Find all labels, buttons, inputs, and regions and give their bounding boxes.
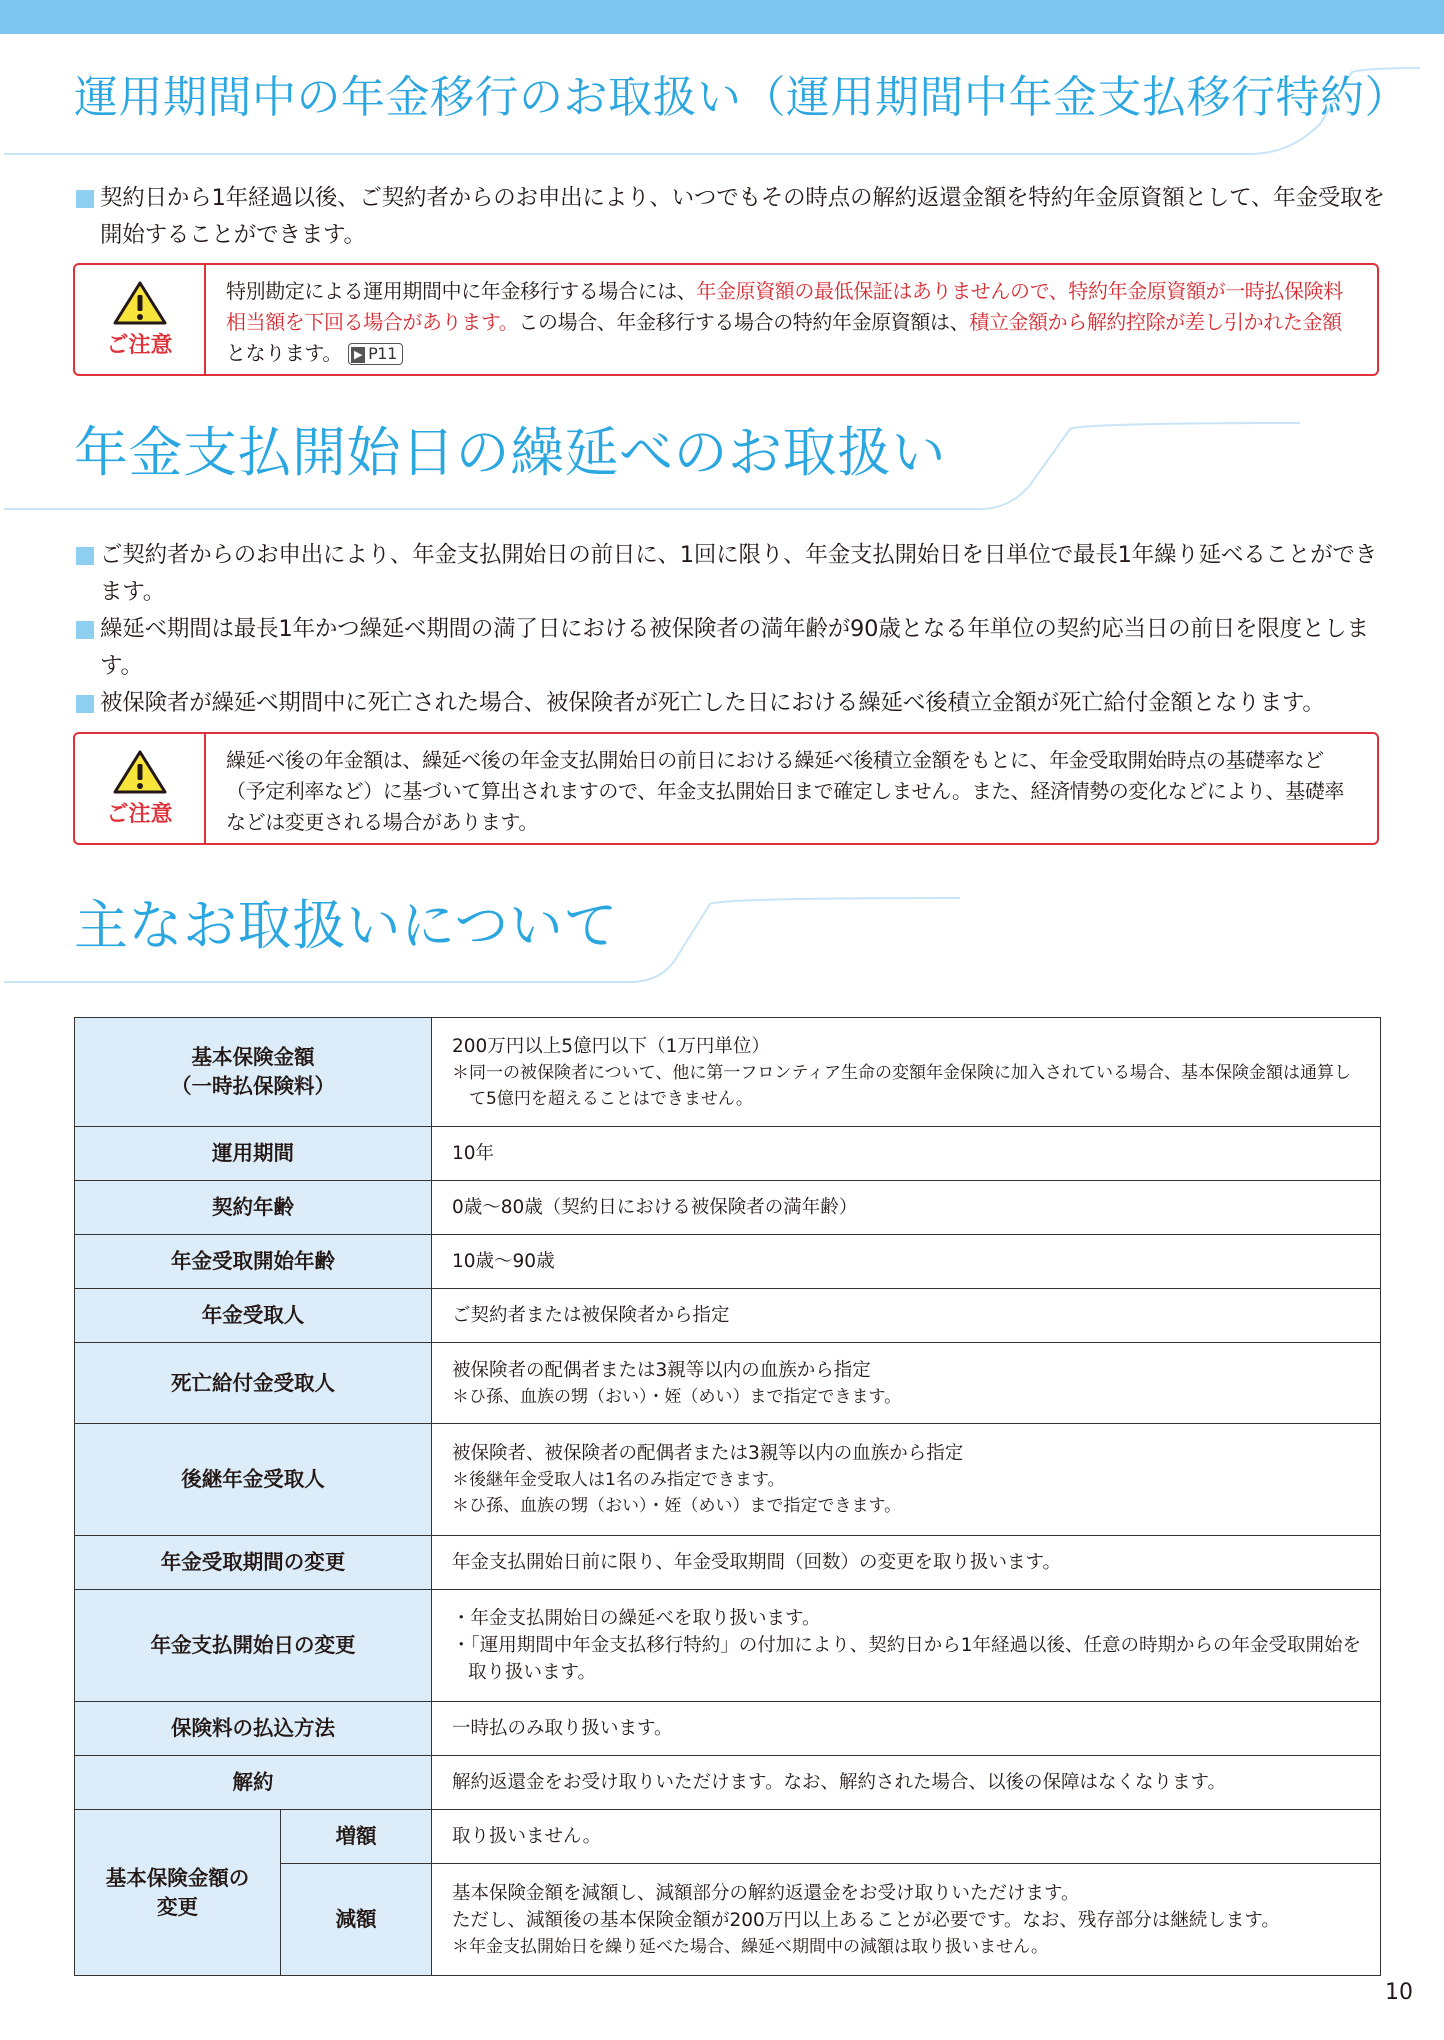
section-title: 年金支払開始日の繰延べのお取扱い bbox=[74, 421, 946, 484]
row-value-death-beneficiary: 被保険者の配偶者または3親等以内の血族から指定 ＊ひ孫、血族の甥（おい）・姪（めい）まで指定できます。 bbox=[432, 1343, 1381, 1424]
section-header-deferral bbox=[0, 415, 1444, 515]
table-row bbox=[75, 1127, 1381, 1181]
row-value-decrease: 基本保険金額を減額し、減額部分の解約返還金をお受け取りいただけます。 ただし、減額後の基本保険金額が200万円以上あることが必要です。なお、残存部分は継続します。 ＊年金支払開始日を繰り延べた場合、繰延べ期間中の減額は取り扱いません。 bbox=[432, 1864, 1381, 1976]
bullet-list-annuity-transfer bbox=[76, 180, 1386, 254]
bullet-square-icon bbox=[76, 695, 94, 713]
row-header-payment: 保険料の払込方法 bbox=[75, 1702, 432, 1756]
row-value-basic-amount: 200万円以上5億円以下（1万円単位） ＊同一の被保険者について、他に第一フロンティア生命の変額年金保険に加入されている場合、基本保険金額は通算して5億円を超えることはできません。 bbox=[432, 1018, 1381, 1127]
table-row bbox=[75, 1343, 1381, 1424]
row-header-amount-change: 基本保険金額の 変更 bbox=[75, 1810, 281, 1976]
caution-badge bbox=[75, 734, 206, 843]
table-row bbox=[75, 1235, 1381, 1289]
row-value-cancel: 解約返還金をお受け取りいただけます。なお、解約された場合、以後の保障はなくなります。 bbox=[432, 1756, 1381, 1810]
top-color-band bbox=[0, 0, 1444, 34]
row-header-start-age: 年金受取開始年齢 bbox=[75, 1235, 432, 1289]
table-row bbox=[75, 1590, 1381, 1702]
row-value-successor: 被保険者、被保険者の配偶者または3親等以内の血族から指定 ＊後継年金受取人は1名のみ指定できます。 ＊ひ孫、血族の甥（おい）・姪（めい）まで指定できます。 bbox=[432, 1424, 1381, 1536]
caution-box-deferral bbox=[73, 732, 1379, 845]
table-row bbox=[75, 1536, 1381, 1590]
page-number: 10 bbox=[1385, 1980, 1413, 2005]
table-row bbox=[75, 1424, 1381, 1536]
row-value-age: 0歳～80歳（契約日における被保険者の満年齢） bbox=[432, 1181, 1381, 1235]
list-item: ご契約者からのお申出により、年金支払開始日の前日に、1回に限り、年金支払開始日を日単位で最長1年繰り延べることができます。 bbox=[76, 537, 1386, 611]
caution-badge bbox=[75, 265, 206, 374]
list-item: 契約日から1年経過以後、ご契約者からのお申出により、いつでもその時点の解約返還金額を特約年金原資額として、年金受取を開始することができます。 bbox=[76, 180, 1386, 254]
table-row bbox=[75, 1289, 1381, 1343]
row-header-cancel: 解約 bbox=[75, 1756, 432, 1810]
caution-highlight: 積立金額から解約控除が差し引かれた金額 bbox=[969, 310, 1342, 334]
caution-text: 繰延べ後の年金額は、繰延べ後の年金支払開始日の前日における繰延べ後積立金額をもとに、年金受取開始時点の基礎率など（予定利率など）に基づいて算出されますので、年金支払開始日まで確定しません。また、経済情勢の変化などにより、基礎率などは変更される場合があります。 bbox=[226, 748, 1344, 834]
row-header-period: 運用期間 bbox=[75, 1127, 432, 1181]
warning-icon bbox=[113, 280, 167, 326]
row-value-start-change: ・年金支払開始日の繰延べを取り扱います。 ・「運用期間中年金支払移行特約」の付加により、契約日から1年経過以後、任意の時期からの年金受取開始を取り扱います。 bbox=[432, 1590, 1381, 1702]
table-row bbox=[75, 1018, 1381, 1127]
bullet-list-deferral bbox=[76, 537, 1386, 722]
bullet-square-icon bbox=[76, 621, 94, 639]
row-header-start-change: 年金支払開始日の変更 bbox=[75, 1590, 432, 1702]
table-row bbox=[75, 1702, 1381, 1756]
row-header-age: 契約年齢 bbox=[75, 1181, 432, 1235]
row-value-payment: 一時払のみ取り扱います。 bbox=[432, 1702, 1381, 1756]
list-item: 被保険者が繰延べ期間中に死亡された場合、被保険者が死亡した日における繰延べ後積立金額が死亡給付金額となります。 bbox=[76, 685, 1386, 722]
section-title: 主なお取扱いについて bbox=[74, 894, 618, 957]
table-row bbox=[75, 1756, 1381, 1810]
bullet-square-icon bbox=[76, 190, 94, 208]
row-header-recipient: 年金受取人 bbox=[75, 1289, 432, 1343]
product-spec-table bbox=[74, 1017, 1381, 1976]
warning-icon bbox=[113, 749, 167, 795]
row-value-recipient: ご契約者または被保険者から指定 bbox=[432, 1289, 1381, 1343]
caution-highlight: 年金原資額の最低保証はありませんので、特約年金原資額が一時払保険料相当額を下回る場合があります。 bbox=[226, 279, 1343, 334]
section-title: 運用期間中の年金移行のお取扱い（運用期間中年金支払移行特約） bbox=[74, 72, 1409, 123]
table-row bbox=[75, 1810, 1381, 1864]
caution-label: ご注意 bbox=[106, 802, 173, 827]
section-header-annuity-transfer bbox=[0, 62, 1444, 162]
caution-box-annuity-transfer bbox=[73, 263, 1379, 376]
row-header-death-beneficiary: 死亡給付金受取人 bbox=[75, 1343, 432, 1424]
row-subheader-increase: 増額 bbox=[281, 1810, 432, 1864]
row-header-basic-amount: 基本保険金額 （一時払保険料） bbox=[75, 1018, 432, 1127]
row-value-period: 10年 bbox=[432, 1127, 1381, 1181]
table-row bbox=[75, 1181, 1381, 1235]
bullet-square-icon bbox=[76, 547, 94, 565]
caution-text: 特別勘定による運用期間中に年金移行する場合には、年金原資額の最低保証はありませんので、特約年金原資額が一時払保険料相当額を下回る場合があります。この場合、年金移行する場合の特約年金原資額は、積立金額から解約控除が差し引かれた金額となります。 ▶ P11 bbox=[226, 279, 1343, 365]
play-arrow-icon: ▶ bbox=[351, 347, 365, 363]
row-value-start-age: 10歳～90歳 bbox=[432, 1235, 1381, 1289]
page-reference-link[interactable]: ▶ P11 bbox=[348, 343, 403, 365]
row-header-term-change: 年金受取期間の変更 bbox=[75, 1536, 432, 1590]
row-value-term-change: 年金支払開始日前に限り、年金受取期間（回数）の変更を取り扱います。 bbox=[432, 1536, 1381, 1590]
row-value-increase: 取り扱いません。 bbox=[432, 1810, 1381, 1864]
row-subheader-decrease: 減額 bbox=[281, 1864, 432, 1976]
row-header-successor: 後継年金受取人 bbox=[75, 1424, 432, 1536]
caution-label: ご注意 bbox=[106, 333, 173, 358]
list-item: 繰延べ期間は最長1年かつ繰延べ期間の満了日における被保険者の満年齢が90歳となる年単位の契約応当日の前日を限度とします。 bbox=[76, 611, 1386, 685]
section-header-main-handling bbox=[0, 888, 1444, 988]
